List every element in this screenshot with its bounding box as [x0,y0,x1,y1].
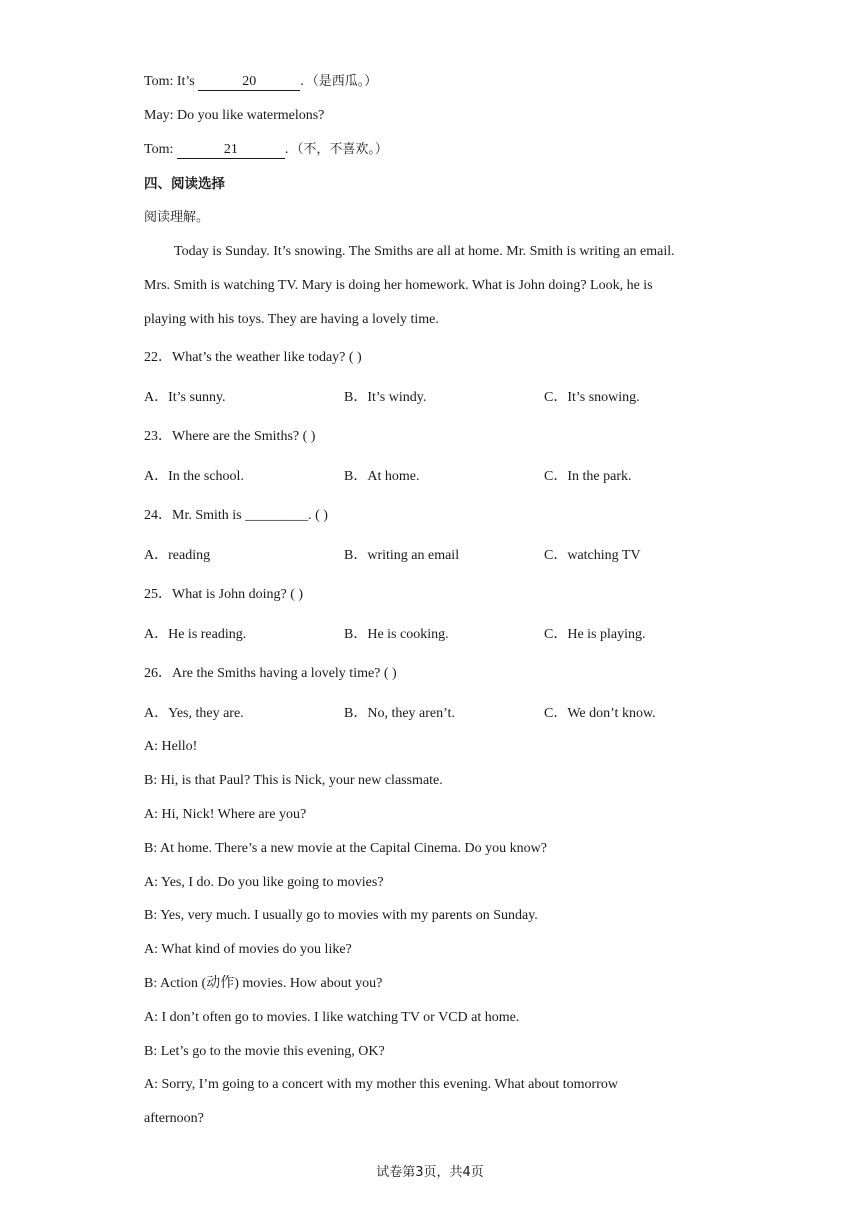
option-26-a[interactable]: A．Yes, they are. [144,706,244,721]
passage-line-3: playing with his toys. They are having a lovely time. [144,312,439,327]
page-footer: 试卷第3页，共4页 [376,1165,484,1180]
question-23: 23．Where are the Smiths? ( ) [144,429,316,444]
option-23-a[interactable]: A．In the school. [144,469,244,484]
passage-line-2: Mrs. Smith is watching TV. Mary is doing her homework. What is John doing? Look, he is [144,278,653,293]
question-22: 22．What’s the weather like today? ( ) [144,350,362,365]
question-26: 26．Are the Smiths having a lovely time? ( ) [144,666,397,681]
dialog2-line: A: What kind of movies do you like? [144,942,352,957]
option-23-b[interactable]: B．At home. [344,469,420,484]
option-22-c[interactable]: C．It’s snowing. [544,390,640,405]
dialog-line-20: Tom: It’s 20 . （是西瓜。） [144,74,378,89]
option-25-b[interactable]: B．He is cooking. [344,627,449,642]
section-heading: 四、阅读选择 [144,176,225,192]
dialog-line-21: Tom: 21 . （不，不喜欢。） [144,142,388,157]
dialog-line-may: May: Do you like watermelons? [144,108,325,123]
option-26-b[interactable]: B．No, they aren’t. [344,706,455,721]
option-24-a[interactable]: A．reading [144,548,211,563]
option-22-b[interactable]: B．It’s windy. [344,390,427,405]
dialog2-line: A: I don’t often go to movies. I like watching TV or VCD at home. [144,1010,520,1025]
option-25-c[interactable]: C．He is playing. [544,627,646,642]
dialog2-line: B: Hi, is that Paul? This is Nick, your new classmate. [144,773,443,788]
dialog2-line: B: Action (动作) movies. How about you? [144,976,383,991]
option-23-c[interactable]: C．In the park. [544,469,632,484]
dialog2-line: A: Hello! [144,739,198,754]
option-22-a[interactable]: A．It’s sunny. [144,390,226,405]
dialog2-line: B: Let’s go to the movie this evening, OK? [144,1044,385,1059]
question-25: 25．What is John doing? ( ) [144,587,304,602]
question-24: 24．Mr. Smith is _________. ( ) [144,508,328,523]
option-26-c[interactable]: C．We don’t know. [544,706,656,721]
option-25-a[interactable]: A．He is reading. [144,627,247,642]
dialog2-line: A: Sorry, I’m going to a concert with my mother this evening. What about tomorrow [144,1077,618,1092]
answer-blank-21[interactable]: 21 [177,142,285,159]
dialog2-line: afternoon? [144,1111,204,1126]
dialog2-line: B: Yes, very much. I usually go to movies with my parents on Sunday. [144,908,538,923]
section-subheading: 阅读理解。 [144,210,210,225]
option-24-b[interactable]: B．writing an email [344,548,460,563]
dialog2-line: A: Hi, Nick! Where are you? [144,807,307,822]
answer-blank-20[interactable]: 20 [198,74,300,91]
option-24-c[interactable]: C．watching TV [544,548,641,563]
passage-line-1: Today is Sunday. It’s snowing. The Smiths are all at home. Mr. Smith is writing an email. [174,244,675,259]
dialog2-line: B: At home. There’s a new movie at the Capital Cinema. Do you know? [144,841,547,856]
dialog2-line: A: Yes, I do. Do you like going to movies? [144,875,384,890]
